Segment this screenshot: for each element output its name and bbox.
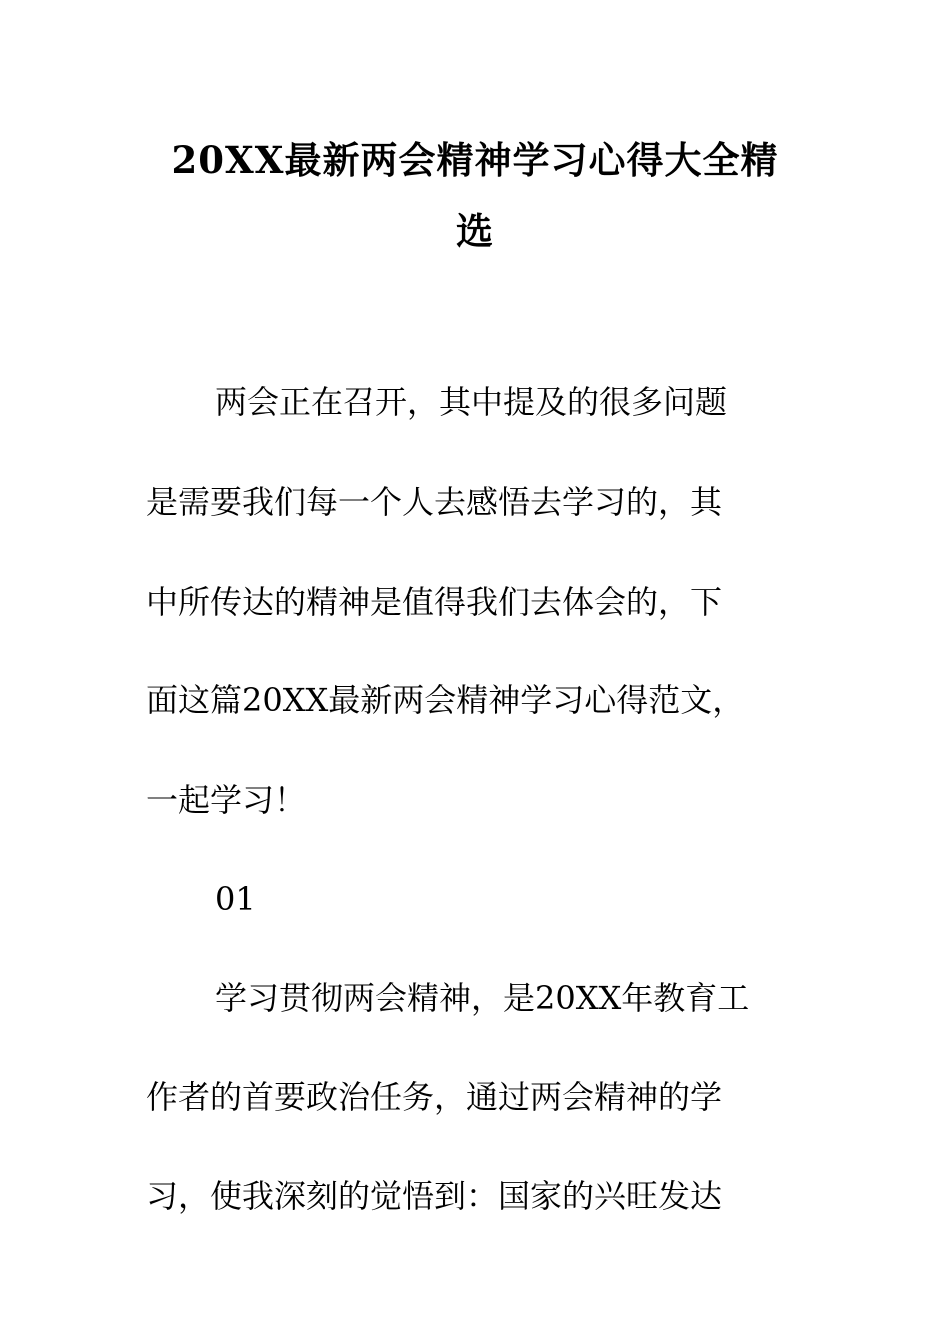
paragraph-1-line-1: 两会正在召开，其中提及的很多问题 xyxy=(215,383,728,421)
paragraph-2-line-3: 习，使我深刻的觉悟到：国家的兴旺发达 xyxy=(146,1177,723,1215)
paragraph-2-line-1: 学习贯彻两会精神，是20XX年教育工 xyxy=(215,979,750,1017)
document-title-line-2: 选 xyxy=(456,209,494,253)
paragraph-1-line-2: 是需要我们每一个人去感悟去学习的，其 xyxy=(146,483,723,521)
paragraph-1-line-4: 面这篇20XX最新两会精神学习心得范文， xyxy=(146,681,745,719)
paragraph-1-line-3: 中所传达的精神是值得我们去体会的，下 xyxy=(146,583,723,621)
paragraph-2-line-2: 作者的首要政治任务，通过两会精神的学 xyxy=(146,1078,723,1116)
document-title-line-1: 20XX最新两会精神学习心得大全精 xyxy=(171,138,779,182)
paragraph-1-line-5: 一起学习！ xyxy=(146,781,307,819)
section-number: 01 xyxy=(215,880,256,918)
